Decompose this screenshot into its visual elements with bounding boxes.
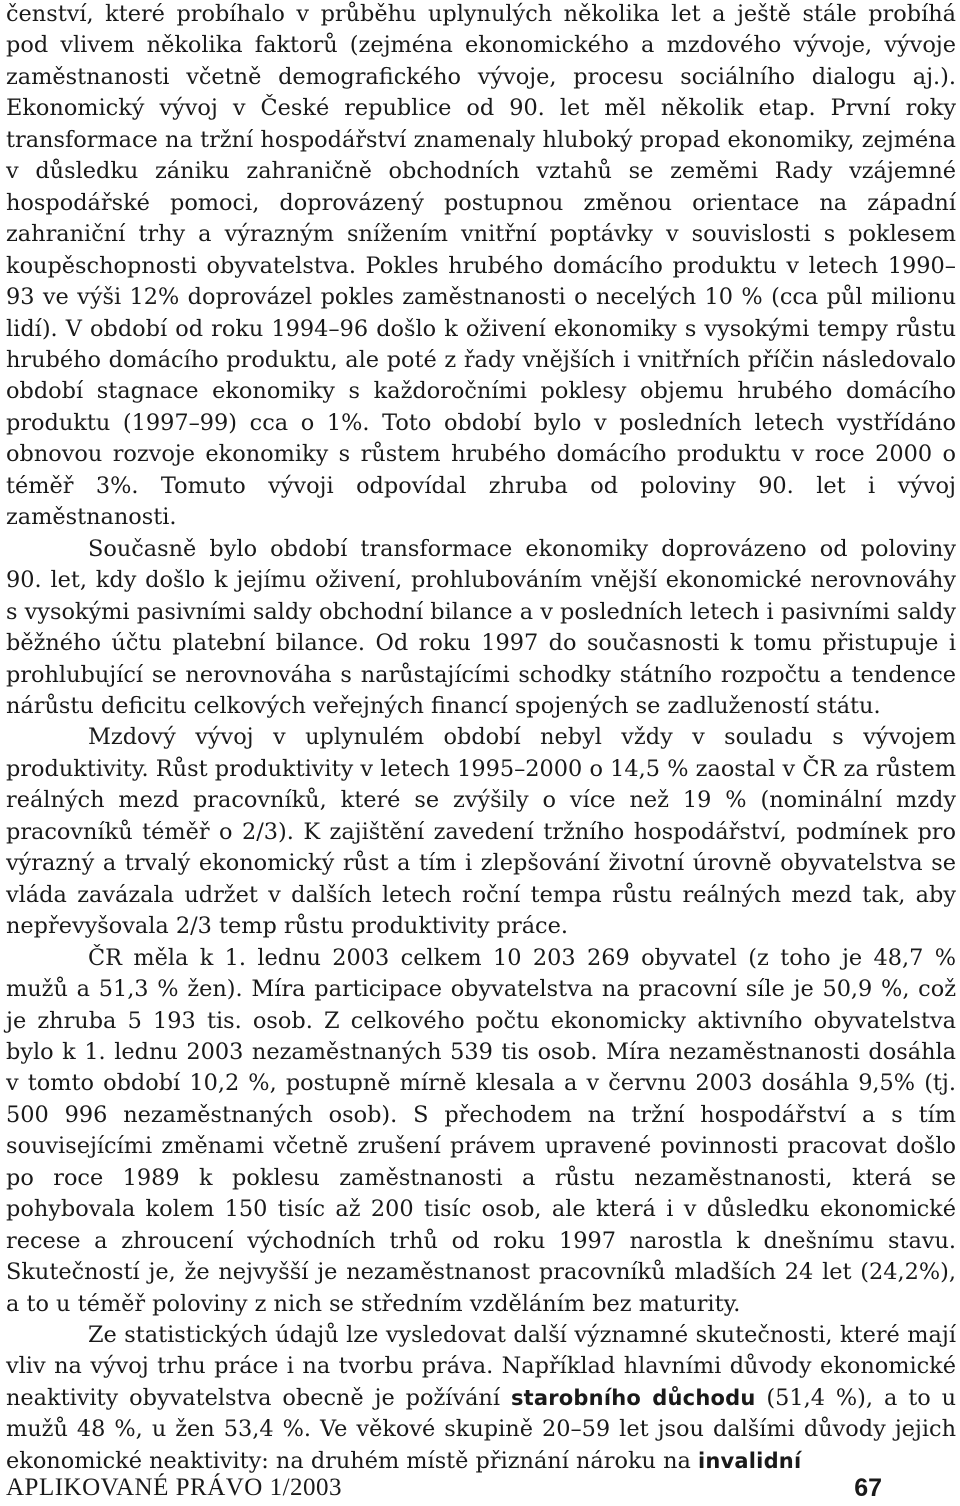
- page-footer: [6, 1474, 882, 1504]
- journal-title: APLIKOVANÉ PRÁVO 1/2003: [6, 1474, 343, 1501]
- paragraph-5-text-middle: (51,4 %), a to u mužů 48 %, u žen 53,4 %. Ve věkové skupině 20–59 let jsou dalšími důvody jejich ekonomické neaktivity: na druhém místě přiznání nároku na: [6, 1384, 957, 1474]
- paragraph-1: čenství, které probíhalo v průběhu uplynulých několika let a ještě stále probíhá pod vlivem několika faktorů (zejména ekonomického a mzdového vývoje, vývoje zaměstnanosti včetně demografického vývoje, procesu sociálního dialogu aj.). Ekonomický vývoj v České republice od 90. let měl několik etap. První roky transformace na tržní hospodářství znamenaly hluboký propad ekonomiky, zejména v důsledku zániku zahraničně obchodních vztahů se zeměmi Rady vzájemné hospodářské pomoci, doprovázený postupnou změnou orientace na západní zahraniční trhy a výrazným snížením vnitřní poptávky v souvislosti s poklesem koupěschopnosti obyvatelstva. Pokles hrubého domácího produktu v letech 1990–93 ve výši 12% doprovázel pokles zaměstnanosti o necelých 10 % (cca půl milionu lidí). V období od roku 1994–96 došlo k oživení ekonomiky s vysokými tempy růstu hrubého domácího produktu, ale poté z řady vnějších i vnitřních příčin následovalo období stagnace ekonomiky s každoročními poklesy objemu hrubého domácího produktu (1997–99) cca o 1%. Toto období bylo v posledních letech vystřídáno obnovou rozvoje ekonomiky s růstem hrubého domácího produktu v roce 2000 o téměř 3%. Tomuto vývoji odpovídal zhruba od poloviny 90. let i vývoj zaměstnanosti.: [6, 1, 956, 531]
- page-number: 67: [854, 1474, 882, 1502]
- paragraph-4: ČR měla k 1. lednu 2003 celkem 10 203 269 obyvatel (z toho je 48,7 % mužů a 51,3 % žen). Míra participace obyvatelstva na pracovní síle je 50,9 %, což je zhruba 5 193 tis. osob. Z celkového počtu ekonomicky aktivního obyvatelstva bylo k 1. lednu 2003 nezaměstnaných 539 tis osob. Míra nezaměstnanosti dosáhla v tomto období 10,2 %, postupně mírně klesala a v červnu 2003 dosáhla 9,5% (tj. 500 996 nezaměstnaných osob). S přechodem na tržní hospodářství a s tím souvisejícími změnami včetně zrušení právem upravené povinnosti pracovat došlo po roce 1989 k poklesu zaměstnanosti a růstu nezaměstnanosti, která se pohybovala kolem 150 tisíc až 200 tisíc osob, ale která i v důsledku ekonomické recese a zhroucení východních trhů od roku 1997 narostla k dnešnímu stavu. Skutečností je, že nejvyšší je nezaměstnanost pracovníků mladších 24 let (24,2%), a to u téměř poloviny z nich se středním vzděláním bez maturity.: [6, 944, 956, 1317]
- bold-term-old-age-pension: starobního důchodu: [510, 1385, 756, 1410]
- paragraph-5-text-before: Ze statistických údajů lze vysledovat další významné skutečnosti, které mají vliv na vývoj trhu práce i na tvorbu práva. Například hlavními důvody ekonomické neaktivity obyvatelstva obecně je požívání: [6, 1322, 956, 1411]
- document-body: [6, 0, 956, 1477]
- paragraph-3: Mzdový vývoj v uplynulém období nebyl vždy v souladu s vývojem produktivity. Růst produktivity v letech 1995–2000 o 14,5 % zaostal v ČR za růstem reálných mezd pracovníků, které se zvýšily o více než 19 % (nominální mzdy pracovníků téměř o 2/3). K zajištění zavedení tržního hospodářství, podmínek pro výrazný a trvalý ekonomický růst a tím i zlepšování životní úrovně obyvatelstva se vláda zavázala udržet v dalších letech roční tempa růstu reálných mezd tak, aby nepřevyšovala 2/3 temp růstu produktivity práce.: [6, 724, 956, 940]
- paragraph-2: Současně bylo období transformace ekonomiky doprovázeno od poloviny 90. let, kdy došlo k jejímu oživení, prohlubováním vnější ekonomické nerovnováhy s vysokými pasivními saldy obchodní bilance a v posledních letech i pasivními saldy běžného účtu platební bilance. Od roku 1997 do současnosti k tomu přistupuje i prohlubující se nerovnováha s narůstajícími schodky státního rozpočtu a tendence nárůstu deficitu celkových veřejných financí spojených se zadlužeností státu.: [6, 535, 956, 719]
- bold-term-disability: invalidní: [697, 1448, 802, 1473]
- paragraph-5: [6, 1320, 956, 1477]
